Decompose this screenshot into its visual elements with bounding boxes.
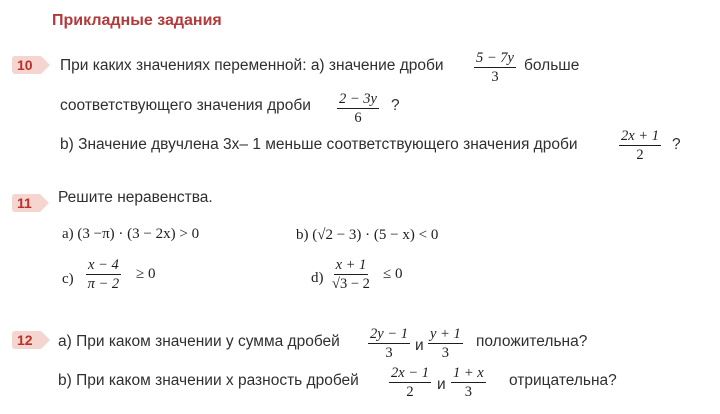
fraction-denominator: 2 xyxy=(636,147,644,163)
task11-item-a: a) (3 −π) · (3 − 2x) > 0 xyxy=(62,226,200,242)
task11-item-d-relation: ≤ 0 xyxy=(383,266,403,282)
task12-item-a: а) При каком значении y сумма дробей xyxy=(58,333,340,350)
task11-heading: Решите неравенства. xyxy=(58,189,213,206)
task12-b-fraction-1 xyxy=(389,365,431,400)
task11-item-c-label: c) xyxy=(62,271,74,287)
section-title: Прикладные задания xyxy=(52,12,222,29)
fraction-denominator: 3 xyxy=(464,384,472,400)
task10-fraction-2 xyxy=(337,91,379,126)
fraction-numerator: 2x + 1 xyxy=(621,128,659,144)
fraction-numerator: x − 4 xyxy=(88,257,119,273)
task12-b-conjunction: и xyxy=(437,376,446,393)
fraction-numerator: 1 + x xyxy=(453,365,484,381)
fraction-denominator: √3 − 2 xyxy=(332,276,370,292)
task-number-badge-11: 11 xyxy=(12,194,40,212)
task12-a-end: положительна? xyxy=(476,333,588,350)
task10-line2: соответствующего значения дроби xyxy=(60,97,311,114)
task12-a-conjunction: и xyxy=(415,337,424,354)
task10-line3: b) Значение двучлена 3x– 1 меньше соответствующего значения дроби xyxy=(60,136,578,153)
fraction-denominator: 6 xyxy=(354,110,362,126)
task12-a-fraction-1 xyxy=(368,326,410,361)
task10-line1-end: больше xyxy=(524,57,580,74)
fraction-denominator: 3 xyxy=(385,345,393,361)
fraction-denominator: 3 xyxy=(441,345,449,361)
task-number-badge-12: 12 xyxy=(12,331,41,349)
task12-item-b: b) При каком значении x разность дробей xyxy=(58,372,359,389)
task11-item-c-fraction xyxy=(86,257,121,292)
fraction-denominator: 3 xyxy=(491,69,499,85)
task12-b-fraction-2 xyxy=(451,365,486,400)
task11-item-d-fraction xyxy=(332,257,370,292)
fraction-denominator: 2 xyxy=(406,384,414,400)
task11-item-b: b) (√2 − 3) · (5 − x) < 0 xyxy=(296,227,439,243)
fraction-numerator: y + 1 xyxy=(430,326,461,342)
task10-fraction-3 xyxy=(619,128,661,163)
task10-fraction-1 xyxy=(474,50,516,85)
fraction-numerator: 2 − 3y xyxy=(339,91,377,107)
fraction-numerator: 2x − 1 xyxy=(391,365,429,381)
fraction-numerator: 2y − 1 xyxy=(370,326,408,342)
task10-line1: При каких значениях переменной: а) значение дроби xyxy=(60,57,444,74)
task12-b-end: отрицательна? xyxy=(509,372,617,389)
task-number-badge-10: 10 xyxy=(12,56,41,74)
fraction-denominator: π − 2 xyxy=(87,276,120,292)
fraction-numerator: x + 1 xyxy=(335,257,367,273)
task10-line3-end: ? xyxy=(672,136,681,153)
fraction-numerator: 5 − 7y xyxy=(476,50,514,66)
task12-a-fraction-2 xyxy=(428,326,463,361)
task11-item-d-label: d) xyxy=(311,270,324,286)
task11-item-c-relation: ≥ 0 xyxy=(136,266,156,282)
task10-line2-end: ? xyxy=(391,97,400,114)
